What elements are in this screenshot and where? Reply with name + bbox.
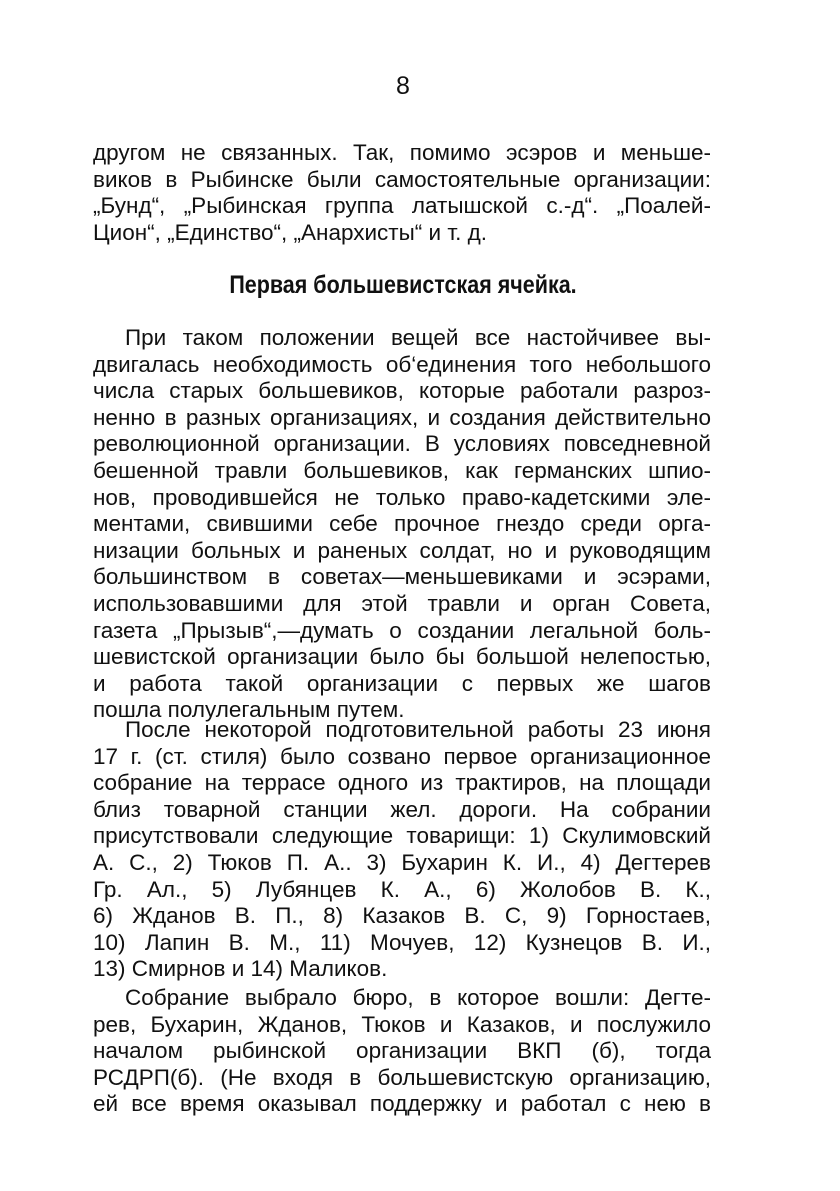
text-line: большинством в советах—меньшевиками и эсэрами,: [93, 564, 711, 590]
text-line: 13) Смирнов и 14) Маликов.: [93, 956, 388, 982]
text-line: пошла полулегальным путем.: [93, 697, 405, 723]
page-number: 8: [396, 72, 410, 100]
text-line: 6) Жданов В. П., 8) Казаков В. С, 9) Горностаев,: [93, 903, 711, 929]
text-line: революционной организации. В условиях повседневной: [93, 431, 711, 457]
text-line: А. С., 2) Тюков П. А.. 3) Бухарин К. И., 4) Дегтерев: [93, 849, 711, 875]
text-line: нов, проводившейся не только право-кадетскими эле-: [93, 484, 711, 510]
text-line: бешенной травли большевиков, как германских шпио-: [93, 457, 711, 483]
text-line: двигалась необходимость об‘единения того небольшого: [93, 351, 711, 377]
text-line: При таком положении вещей все настойчивее вы-: [125, 325, 711, 350]
text-line: ей все время оказывал поддержку и работал с нею в: [93, 1091, 711, 1117]
text-line: Собрание выбрало бюро, в которое вошли: Дегте-: [125, 985, 711, 1010]
text-line: После некоторой подготовительной работы 23 июня: [125, 717, 711, 742]
text-line: 10) Лапин В. М., 11) Мочуев, 12) Кузнецов В. И.,: [93, 929, 711, 955]
text-line: близ товарной станции жел. дороги. На собрании: [93, 796, 711, 822]
text-line: началом рыбинской организации ВКП (б), тогда: [93, 1038, 711, 1064]
text-line: „Бунд“, „Рыбинская группа латышской с.-д“. „Поалей-: [93, 193, 711, 219]
text-line: шевистской организации было бы большой нелепостью,: [93, 644, 711, 670]
text-line: и работа такой организации с первых же шагов: [93, 670, 711, 696]
text-line: другом не связанных. Так, помимо эсэров и меньше-: [93, 140, 711, 165]
text-line: низации больных и раненых солдат, но и руководящим: [93, 537, 711, 563]
text-line: числа старых большевиков, которые работали разроз-: [93, 378, 711, 404]
text-line: присутствовали следующие товарищи: 1) Скулимовский: [93, 823, 711, 849]
text-line: газета „Прызыв“,—думать о создании легальной боль-: [93, 617, 711, 643]
text-line: Цион“, „Единство“, „Анархисты“ и т. д.: [93, 219, 488, 245]
text-line: собрание на террасе одного из трактиров, на площади: [93, 770, 711, 796]
text-line: РСДРП(б). (Не входя в большевистскую организацию,: [93, 1064, 711, 1090]
text-line: Гр. Ал., 5) Лубянцев К. А., 6) Жолобов В. К.,: [93, 876, 711, 902]
section-heading: Первая большевистская ячейка.: [229, 271, 577, 299]
text-line: ненно в разных организациях, и создания действительно: [93, 404, 711, 430]
intro-paragraph: [93, 140, 711, 246]
text-line: рев, Бухарин, Жданов, Тюков и Казаков, и послужило: [93, 1011, 711, 1037]
text-line: 17 г. (ст. стиля) было созвано первое организационное: [93, 743, 711, 769]
text-line: виков в Рыбинске были самостоятельные организации:: [93, 166, 711, 192]
paragraph-1: [93, 325, 711, 724]
paragraph-2: [93, 717, 711, 983]
text-line: использовавшими для этой травли и орган Совета,: [93, 590, 711, 616]
paragraph-3: [93, 985, 711, 1118]
text-line: ментами, свившими себе прочное гнездо среди орга-: [93, 511, 711, 537]
